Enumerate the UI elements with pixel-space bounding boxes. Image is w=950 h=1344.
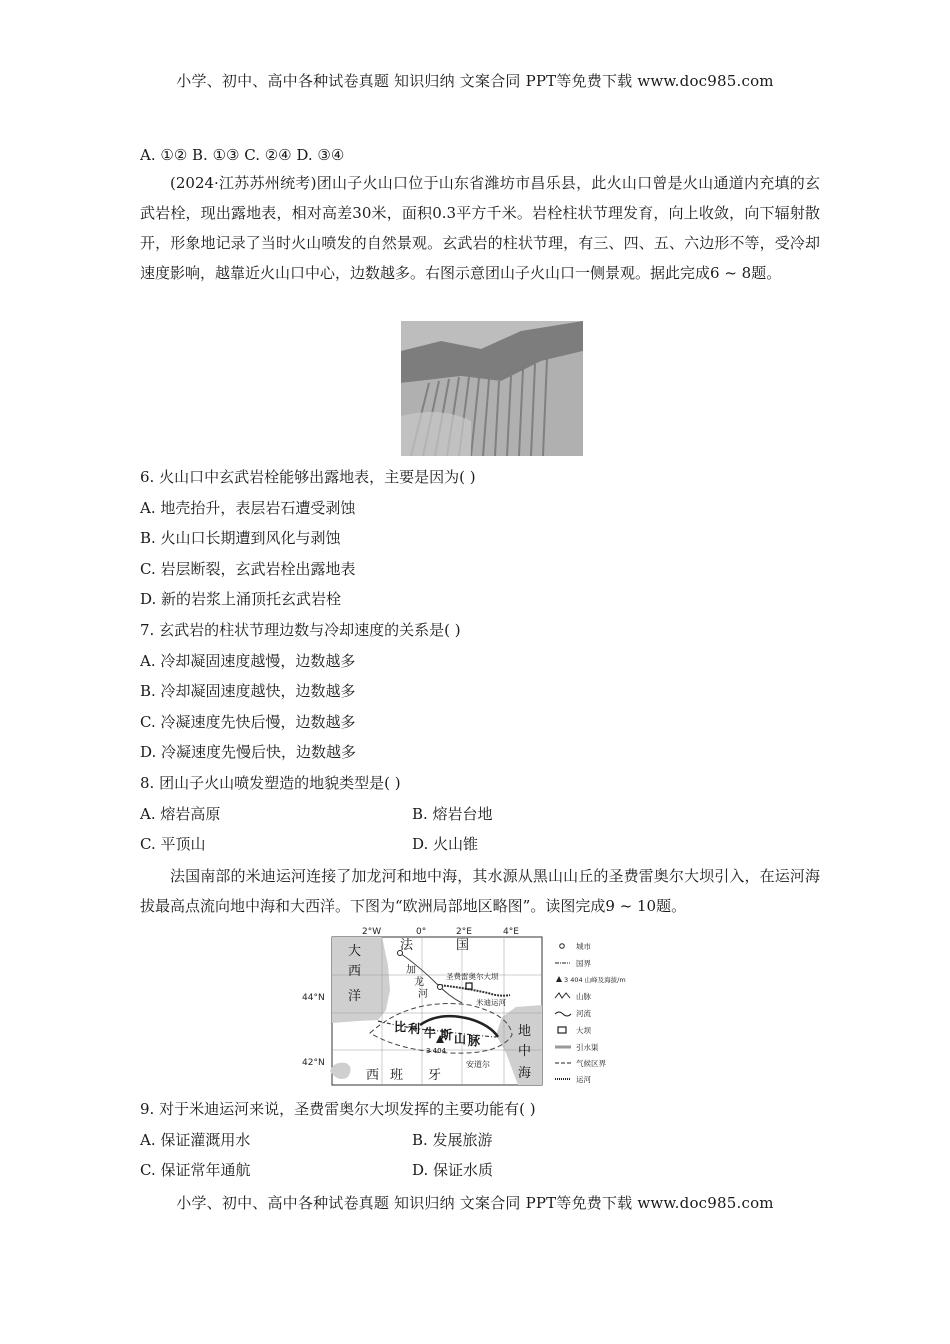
map-lat-44n: 44°N <box>302 993 325 1003</box>
dam-label: 圣费雷奥尔大坝 <box>446 972 499 981</box>
question-8-option-a[interactable]: A. 熔岩高原 <box>140 804 221 823</box>
map-label: 引水渠 <box>576 1043 599 1052</box>
question-6-option-b[interactable]: B. 火山口长期遭到风化与剥蚀 <box>140 529 341 548</box>
map-label: 牙 <box>428 1068 442 1083</box>
dam-icon <box>466 983 472 989</box>
map-label: 洋 <box>348 989 362 1004</box>
city-icon <box>438 985 443 990</box>
map-label: 3 404 <box>426 1047 447 1055</box>
passage-volcano: (2024·江苏苏州统考)团山子火山口位于山东省潍坊市昌乐县，此火山口曾是火山通道内充填的玄武岩栓，现出露地表，相对高差30米，面积0.3平方千米。岩栓柱状节理发育，向上收敛，向下辐射散开，形象地记录了当时火山喷发的自然景观。玄武岩的柱状节理，有三、四、五、六边形不等，受冷却速度影响，越靠近火山口中心，边数越多。右图示意团山子火山口一侧景观。据此完成6 ~ 8题。 <box>140 174 820 282</box>
question-8-options-row2 <box>140 829 820 860</box>
canal-label: 米迪运河 <box>476 998 506 1007</box>
question-9-options-row1 <box>140 1125 820 1156</box>
volcano-crater-photo <box>401 321 583 456</box>
question-6-stem: 6. 火山口中玄武岩栓能够出露地表，主要是因为( ) <box>140 468 476 486</box>
map-label: 山脉 <box>576 992 591 1001</box>
map-label: 城市 <box>576 942 591 951</box>
map-label: 比 <box>394 1020 407 1034</box>
question-8-option-d[interactable]: D. 火山锥 <box>412 835 479 854</box>
question-6-option-d[interactable]: D. 新的岩浆上涌顶托玄武岩栓 <box>140 590 342 609</box>
map-lon-2w: 2°W <box>362 927 382 937</box>
legend-mountain-icon <box>555 993 570 998</box>
map-label: 龙 <box>414 977 424 988</box>
map-label: 国界 <box>576 959 591 968</box>
map-lon-2e: 2°E <box>456 927 472 937</box>
question-7-stem: 7. 玄武岩的柱状节理边数与冷却速度的关系是( ) <box>140 620 461 639</box>
legend-city-icon <box>560 944 565 949</box>
map-label: 中 <box>518 1044 532 1059</box>
europe-regional-map <box>300 925 645 1090</box>
map-label: 班 <box>390 1068 404 1083</box>
map-label: 法 <box>400 938 414 953</box>
question-8-option-c[interactable]: C. 平顶山 <box>140 835 206 854</box>
question-6-option-c[interactable]: C. 岩层断裂，玄武岩栓出露地表 <box>140 559 356 578</box>
map-label: 大坝 <box>576 1026 591 1035</box>
map-legend <box>555 941 626 1084</box>
map-label: 大 <box>348 944 362 959</box>
map-label: 牛 <box>424 1026 437 1040</box>
question-8-option-b[interactable]: B. 熔岩台地 <box>412 804 493 823</box>
map-label: 安道尔 <box>466 1060 490 1069</box>
map-label: 运河 <box>576 1075 591 1084</box>
map-label: 河流 <box>576 1009 591 1018</box>
map-label: 3 404 山峰及海拔/m <box>564 976 626 984</box>
map-lon-0: 0° <box>416 927 427 937</box>
question-7-option-a[interactable]: A. 冷却凝固速度越慢，边数越多 <box>140 651 356 670</box>
question-7-option-b[interactable]: B. 冷却凝固速度越快，边数越多 <box>140 682 356 701</box>
map-label: 国 <box>456 938 470 953</box>
legend-dam-icon <box>558 1027 566 1033</box>
map-label: 海 <box>518 1066 532 1081</box>
previous-answer-options: A. ①② B. ①③ C. ②④ D. ③④ <box>140 146 345 164</box>
map-label: 斯 <box>440 1028 453 1042</box>
legend-river-icon <box>555 1012 571 1016</box>
page-header: 小学、初中、高中各种试卷真题 知识归纳 文案合同 PPT等免费下载 www.doc985.com <box>176 72 774 90</box>
map-label: 气候区界 <box>576 1059 606 1068</box>
question-8-stem: 8. 团山子火山喷发塑造的地貌类型是( ) <box>140 773 401 792</box>
question-7-option-d[interactable]: D. 冷凝速度先慢后快，边数越多 <box>140 743 357 762</box>
map-label: 西 <box>348 964 362 979</box>
map-label: 西 <box>366 1068 380 1083</box>
question-6-option-a[interactable]: A. 地壳抬升，表层岩石遭受剥蚀 <box>140 498 356 517</box>
question-9-option-b[interactable]: B. 发展旅游 <box>412 1130 493 1149</box>
question-9-option-c[interactable]: C. 保证常年通航 <box>140 1161 251 1180</box>
passage-canal: 法国南部的米迪运河连接了加龙河和地中海，其水源从黑山山丘的圣费雷奥尔大坝引入，在运河海拔最高点流向地中海和大西洋。下图为“欧洲局部地区略图”。读图完成9 ~ 10题。 <box>140 867 820 915</box>
map-label: 利 <box>408 1022 421 1036</box>
page-footer: 小学、初中、高中各种试卷真题 知识归纳 文案合同 PPT等免费下载 www.doc985.com <box>176 1194 774 1212</box>
legend-peak-icon <box>556 976 562 982</box>
map-label: 地 <box>518 1024 532 1039</box>
map-lat-42n: 42°N <box>302 1058 325 1068</box>
question-9-option-d[interactable]: D. 保证水质 <box>412 1161 494 1180</box>
question-9-option-a[interactable]: A. 保证灌溉用水 <box>140 1130 251 1149</box>
question-9-stem: 9. 对于米迪运河来说，圣费雷奥尔大坝发挥的主要功能有( ) <box>140 1100 536 1118</box>
question-7-option-c[interactable]: C. 冷凝速度先快后慢，边数越多 <box>140 712 356 731</box>
map-label: 加 <box>406 965 416 976</box>
map-label: 山 <box>454 1032 467 1046</box>
map-label: 河 <box>418 989 428 1000</box>
map-label: 脉 <box>468 1034 481 1048</box>
map-lon-4e: 4°E <box>503 927 519 937</box>
question-8-options-row1 <box>140 799 820 830</box>
question-9-options-row2 <box>140 1155 820 1186</box>
